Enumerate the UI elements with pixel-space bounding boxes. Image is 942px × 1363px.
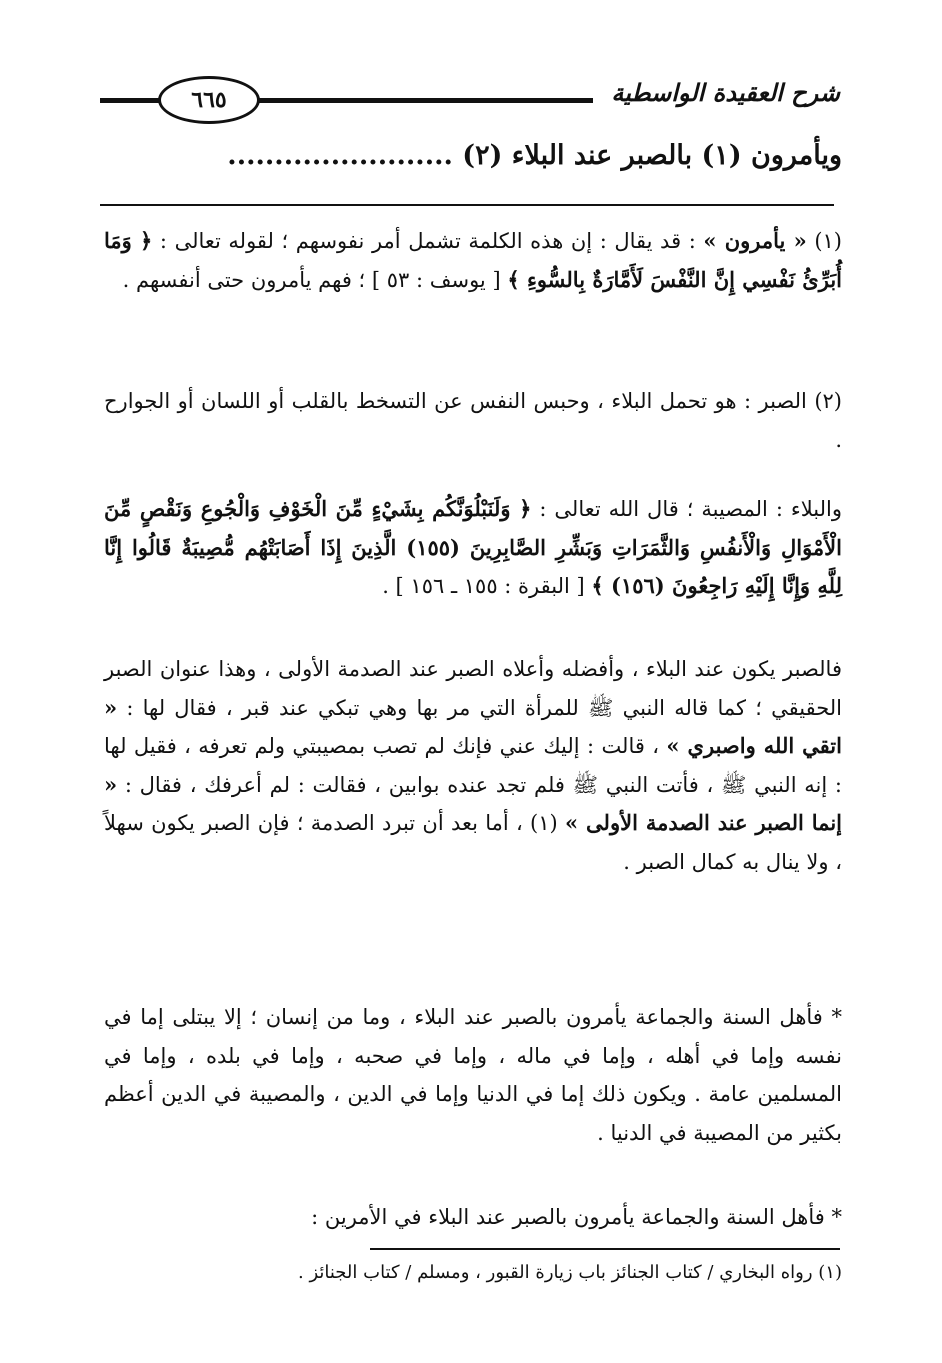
note-1 — [104, 222, 842, 299]
paragraph-3-text-b: [ البقرة : ١٥٥ ـ ١٥٦ ] . — [382, 574, 585, 598]
paragraph-3 — [104, 490, 842, 606]
note-2-text: (٢) الصبر : هو تحمل البلاء ، وحبس النفس عن التسخط بالقلب أو اللسان أو الجوارح . — [104, 389, 842, 452]
book-title: شرح العقيدة الواسطية — [593, 78, 840, 107]
paragraph-4-text-c: ، أما بعد أن تبرد الصدمة ؛ فإن الصبر يكون سهلاً ، ولا ينال به كمال الصبر . — [104, 811, 842, 874]
note-1-marker: (١) — [814, 229, 842, 253]
note-2 — [104, 382, 842, 459]
paragraph-4 — [104, 650, 842, 881]
main-text-line: ويأمرون (١) بالصبر عند البلاء (٢) ........................ — [227, 140, 842, 171]
paragraph-3-quran: ﴿ وَلَنَبْلُوَنَّكُم بِشَيْءٍ مِّنَ الْخَوْفِ وَالْجُوعِ وَنَقْصٍ مِّنَ الْأَمْوَالِ وَالْأَنفُسِ وَالثَّمَرَاتِ وَبَشِّرِ الصَّابِرِينَ (١٥٥) الَّذِينَ إِذَا أَصَابَتْهُم مُّصِيبَةٌ قَالُوا إِنَّا لِلَّهِ وَإِنَّا إِلَيْهِ رَاجِعُونَ (١٥٦) ﴾ — [104, 496, 842, 598]
note-1-quran: ﴿ وَمَا أُبَرِّئُ نَفْسِي إِنَّ النَّفْسَ لَأَمَّارَةٌ بِالسُّوءِ ﴾ — [104, 228, 842, 292]
footnote-separator — [370, 1248, 840, 1250]
note-1-text-b: [ يوسف : ٥٣ ] ؛ فهم يأمرون حتى أنفسهم . — [122, 267, 501, 292]
paragraph-4-ref: (١) — [530, 811, 558, 835]
paragraph-6-text: * فأهل السنة والجماعة يأمرون بالصبر عند البلاء في الأمرين : — [311, 1205, 842, 1229]
paragraph-3-text-a: والبلاء : المصيبة ؛ قال الله تعالى : — [539, 497, 842, 521]
paragraph-5-text: * فأهل السنة والجماعة يأمرون بالصبر عند البلاء ، وما من إنسان ؛ إلا يبتلى إما في نفسه وإما في أهله ، وإما في ماله ، وإما في صحبه ، وإما في بلده ، وإما في المسلمين عامة . ويكون ذلك إما في الدنيا وإما في الدين ، والمصيبة في الدين أعظم بكثير من المصيبة في الدنيا . — [104, 1005, 842, 1145]
note-1-keyword: « يأمرون » — [703, 228, 807, 253]
paragraph-4-text-b: ، قالت : إليك عني فإنك لم تصب بمصيبتي ولم تعرفه ، فقيل لها : إنه النبي ﷺ ، فأتت النبي ﷺ فلم تجد عنده بوابين ، فقالت : لم أعرفك ، فقال : — [104, 734, 842, 797]
paragraph-4-quote-1: « اتقي الله واصبري » — [104, 694, 842, 758]
paragraph-4-quote-2: « إنما الصبر عند الصدمة الأولى » — [104, 771, 842, 835]
paragraph-5 — [104, 998, 842, 1152]
running-header — [100, 72, 840, 122]
main-text-separator — [100, 204, 834, 206]
footnote: (١) رواه البخاري / كتاب الجنائز باب زيارة القبور ، ومسلم / كتاب الجنائز . — [298, 1262, 842, 1283]
note-1-text-a: : قد يقال : إن هذه الكلمة تشمل أمر نفوسهم ؛ لقوله تعالى : — [159, 229, 696, 253]
paragraph-4-text-a: فالصبر يكون عند البلاء ، وأفضله وأعلاه الصبر عند الصدمة الأولى ، وهذا عنوان الصبر الحقيقي ؛ كما قاله النبي ﷺ للمرأة التي مر بها وهي تبكي عند قبر ، فقال لها : — [104, 657, 843, 720]
page-number: ٦٦٥ — [158, 76, 260, 124]
paragraph-6 — [104, 1198, 842, 1237]
